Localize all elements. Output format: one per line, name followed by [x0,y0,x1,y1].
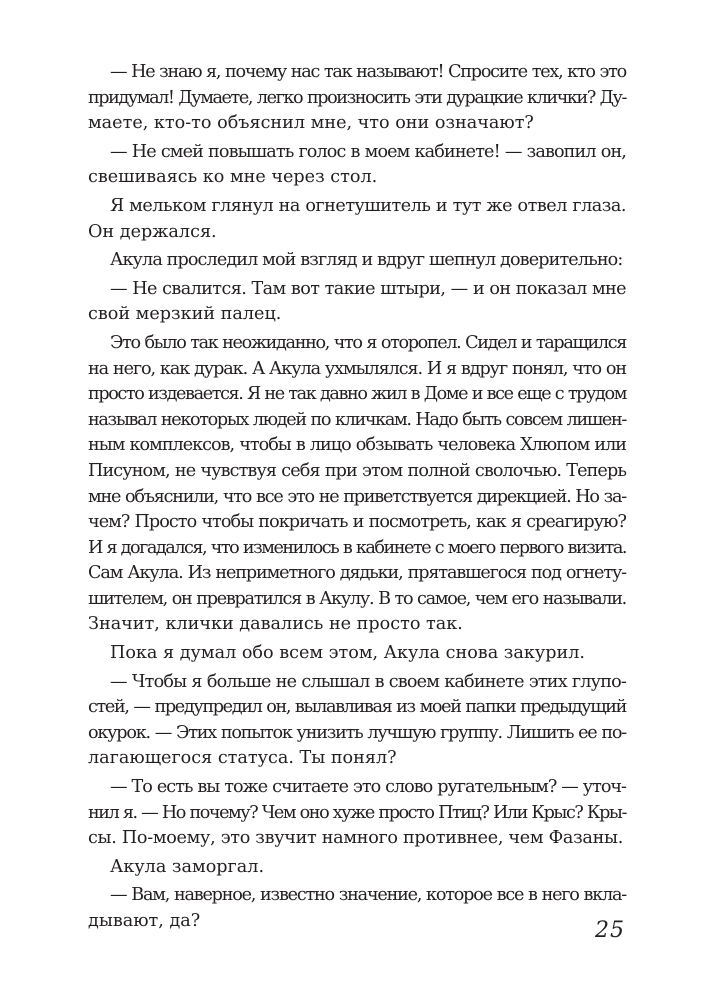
text-line: Писуном, не чувствуя себя при этом полной сволочью. Теперь [88,460,626,481]
text-line: на него, как дурак. А Акула ухмылялся. И я вдруг понял, что он [88,358,626,379]
text-line: — Не смей повышать голос в моем кабинете! — завопил он, [110,141,626,162]
paragraph [88,194,626,245]
text-line: И я догадался, что изменилось в кабинете с моего первого визита. [88,537,626,558]
text-line: Сам Акула. Из неприметного дядьки, прятавшегося под огнету- [88,563,626,584]
paragraph [88,775,626,852]
text-line: называл некоторых людей по кличкам. Надо быть совсем лишен- [88,409,626,430]
text-line: стей, — предупредил он, вылавливая из моей папки предыдущий [88,697,626,718]
text-line: дывают, да? [88,911,201,931]
paragraph [88,60,626,137]
text-line: Значит, клички давались не просто так. [88,614,463,635]
body-text [88,60,626,935]
text-line: ным комплексов, чтобы в лицо обзывать человека Хлюпом или [88,435,626,456]
text-line: Он держался. [88,221,217,242]
paragraph [88,855,626,881]
text-line: маете, кто-то объяснил мне, что они означают? [88,113,534,134]
text-line: лагающегося статуса. Ты понял? [88,748,397,769]
paragraph [88,140,626,191]
text-line: мне объяснили, что все это не приветствуется дирекцией. Но за- [88,486,626,507]
text-line: Я мельком глянул на огнетушитель и тут же отвел глаза. [110,195,626,216]
page-number: 25 [595,918,625,943]
paragraph [88,248,626,274]
text-line: свой мерзкий палец. [88,304,282,325]
text-line: — То есть вы тоже считаете это слово ругательным? — уточ- [110,777,626,798]
text-line: просто издевается. Я не так давно жил в Доме и все еще с трудом [88,384,626,405]
text-line: Акула заморгал. [110,856,265,877]
paragraph [88,641,626,667]
text-line: — Чтобы я больше не слышал в своем кабинете этих глупо- [110,671,626,692]
text-line: — Не свалится. Там вот такие штыри, — и он показал мне [110,278,626,299]
text-line: нил я. — Но почему? Чем оно хуже просто Птиц? Или Крыс? Кры- [88,802,626,823]
text-line: чем? Просто чтобы покричать и посмотреть, как я среагирую? [88,512,626,533]
text-line: — Вам, наверное, известно значение, которое все в него вкла- [110,885,626,906]
text-line: окурок. — Этих попыток унизить лучшую группу. Лишить ее по- [88,722,626,743]
paragraph [88,883,626,934]
paragraph [88,277,626,328]
text-line: шителем, он превратился в Акулу. В то самое, чем его называли. [88,588,626,609]
text-line: — Не знаю я, почему нас так называют! Спросите тех, кто это [110,62,626,82]
text-line: Акула проследил мой взгляд и вдруг шепнул доверительно: [110,250,623,271]
text-line: Это было так неожиданно, что я оторопел. Сидел и таращился [110,332,626,353]
paragraph [88,331,626,638]
paragraph [88,670,626,772]
text-line: свешиваясь ко мне через стол. [88,167,378,188]
text-line: Пока я думал обо всем этом, Акула снова закурил. [110,643,585,664]
text-line: придумал! Думаете, легко произносить эти дурацкие клички? Ду- [88,87,626,108]
text-line: сы. По-моему, это звучит намного противнее, чем Фазаны. [88,828,624,849]
